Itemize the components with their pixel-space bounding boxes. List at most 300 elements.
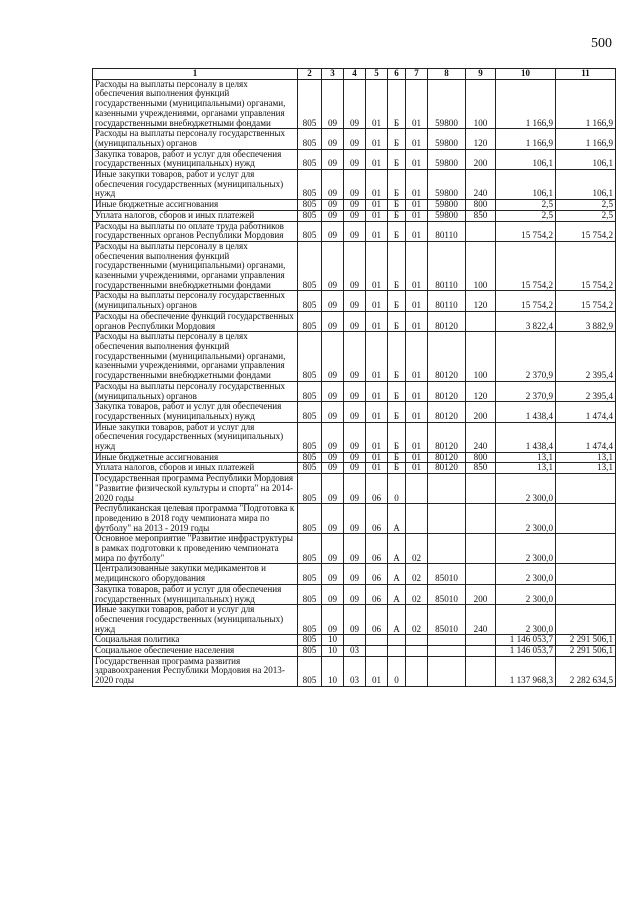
table-row <box>93 656 616 686</box>
value-cell: 09 <box>344 504 366 534</box>
value-cell: 850 <box>466 463 496 474</box>
expense-name-cell: Иные бюджетные ассигнования <box>93 200 298 211</box>
value-cell: 09 <box>322 381 344 401</box>
table-row <box>93 129 616 149</box>
table-row <box>93 170 616 200</box>
value-cell <box>366 646 388 657</box>
value-cell: 106,1 <box>556 170 616 200</box>
column-header: 4 <box>344 69 366 80</box>
value-cell: 805 <box>298 200 322 211</box>
column-header: 11 <box>556 69 616 80</box>
value-cell: 09 <box>322 605 344 635</box>
table-row <box>93 210 616 221</box>
value-cell: 01 <box>406 422 428 452</box>
value-cell: 01 <box>406 332 428 382</box>
value-cell: 09 <box>322 149 344 169</box>
value-cell: 2 300,0 <box>496 474 556 504</box>
table-row <box>93 221 616 241</box>
page-number: 500 <box>591 36 612 51</box>
table-row <box>93 504 616 534</box>
value-cell: 01 <box>406 291 428 311</box>
value-cell <box>428 646 466 657</box>
value-cell: 2 291 506,1 <box>556 635 616 646</box>
value-cell <box>466 656 496 686</box>
value-cell: 805 <box>298 474 322 504</box>
value-cell: 06 <box>366 534 388 564</box>
value-cell: 850 <box>466 210 496 221</box>
table-row <box>93 311 616 331</box>
value-cell: 01 <box>366 170 388 200</box>
value-cell: А <box>388 504 406 534</box>
value-cell: 03 <box>344 656 366 686</box>
value-cell: 10 <box>322 646 344 657</box>
value-cell: 805 <box>298 210 322 221</box>
value-cell: 09 <box>344 311 366 331</box>
expense-name-cell: Расходы на выплаты персоналу государственных (муниципальных) органов <box>93 129 298 149</box>
expense-name-cell: Республиканская целевая программа "Подготовка к проведению в 2018 году чемпионата мира по футболу" на 2013 - 2019 годы <box>93 504 298 534</box>
value-cell: 06 <box>366 605 388 635</box>
value-cell: 85010 <box>428 564 466 584</box>
value-cell: 200 <box>466 584 496 604</box>
value-cell: 09 <box>344 149 366 169</box>
expense-name-cell: Иные закупки товаров, работ и услуг для обеспечения государственных (муниципальных) нужд <box>93 605 298 635</box>
table-row <box>93 291 616 311</box>
value-cell: 03 <box>344 646 366 657</box>
table-row <box>93 534 616 564</box>
value-cell: 09 <box>344 605 366 635</box>
value-cell: 01 <box>366 332 388 382</box>
value-cell: 09 <box>344 584 366 604</box>
value-cell <box>556 564 616 584</box>
value-cell: 0 <box>388 656 406 686</box>
expense-name-cell: Расходы на выплаты персоналу государственных (муниципальных) органов <box>93 381 298 401</box>
column-header: 10 <box>496 69 556 80</box>
value-cell: 09 <box>344 200 366 211</box>
value-cell: 80120 <box>428 381 466 401</box>
value-cell: Б <box>388 422 406 452</box>
value-cell: 01 <box>406 170 428 200</box>
value-cell: 10 <box>322 656 344 686</box>
value-cell: 09 <box>344 534 366 564</box>
value-cell: 15 754,2 <box>556 241 616 291</box>
value-cell: Б <box>388 149 406 169</box>
value-cell: 01 <box>406 79 428 129</box>
value-cell: 06 <box>366 474 388 504</box>
value-cell: 0 <box>388 474 406 504</box>
value-cell: 13,1 <box>496 463 556 474</box>
value-cell: 13,1 <box>556 452 616 463</box>
value-cell: 01 <box>366 149 388 169</box>
expense-name-cell: Иные закупки товаров, работ и услуг для обеспечения государственных (муниципальных) нужд <box>93 422 298 452</box>
value-cell: 09 <box>344 463 366 474</box>
value-cell: 15 754,2 <box>496 221 556 241</box>
budget-table <box>92 68 616 687</box>
value-cell: 2 300,0 <box>496 504 556 534</box>
value-cell: 1 166,9 <box>556 79 616 129</box>
value-cell: 09 <box>322 79 344 129</box>
value-cell: Б <box>388 170 406 200</box>
value-cell: 09 <box>322 564 344 584</box>
expense-name-cell: Государственная программа Республики Мордовия "Развитие физической культуры и спорта" на 2014-2020 годы <box>93 474 298 504</box>
value-cell: 59800 <box>428 129 466 149</box>
value-cell: 09 <box>344 452 366 463</box>
table-row <box>93 474 616 504</box>
value-cell <box>388 635 406 646</box>
value-cell: 01 <box>366 79 388 129</box>
value-cell: 59800 <box>428 79 466 129</box>
value-cell: 1 166,9 <box>496 129 556 149</box>
value-cell: 805 <box>298 402 322 422</box>
value-cell: 240 <box>466 422 496 452</box>
value-cell <box>344 635 366 646</box>
value-cell: 09 <box>344 291 366 311</box>
value-cell: 09 <box>322 422 344 452</box>
value-cell: 09 <box>344 221 366 241</box>
table-row <box>93 422 616 452</box>
value-cell: Б <box>388 381 406 401</box>
value-cell: 01 <box>366 210 388 221</box>
value-cell: 80110 <box>428 241 466 291</box>
expense-name-cell: Расходы на выплаты персоналу государственных (муниципальных) органов <box>93 291 298 311</box>
value-cell <box>406 656 428 686</box>
value-cell: 09 <box>344 474 366 504</box>
value-cell: 01 <box>406 452 428 463</box>
value-cell: 805 <box>298 422 322 452</box>
value-cell <box>466 311 496 331</box>
value-cell: 01 <box>366 241 388 291</box>
value-cell: 106,1 <box>496 149 556 169</box>
value-cell: 2,5 <box>496 200 556 211</box>
value-cell: 09 <box>322 170 344 200</box>
value-cell: 01 <box>366 221 388 241</box>
expense-name-cell: Расходы на выплаты персоналу в целях обеспечения выполнения функций государственными (муниципальными) органами, казенными учреждениями, органами управления государственными внебюджетными фондами <box>93 79 298 129</box>
value-cell: 09 <box>322 402 344 422</box>
value-cell: Б <box>388 129 406 149</box>
value-cell <box>406 504 428 534</box>
table-row <box>93 564 616 584</box>
value-cell: 805 <box>298 463 322 474</box>
value-cell <box>428 504 466 534</box>
expense-name-cell: Расходы на выплаты персоналу в целях обеспечения выполнения функций государственными (муниципальными) органами, казенными учреждениями, органами управления государственными внебюджетными фондами <box>93 332 298 382</box>
value-cell: 09 <box>344 79 366 129</box>
value-cell <box>466 564 496 584</box>
value-cell: 01 <box>406 129 428 149</box>
table-row <box>93 646 616 657</box>
expense-name-cell: Закупка товаров, работ и услуг для обеспечения государственных (муниципальных) нужд <box>93 584 298 604</box>
value-cell <box>466 474 496 504</box>
value-cell: 2 300,0 <box>496 534 556 564</box>
value-cell: 2 300,0 <box>496 605 556 635</box>
value-cell: 805 <box>298 646 322 657</box>
value-cell: 240 <box>466 605 496 635</box>
expense-name-cell: Расходы на обеспечение функций государственных органов Республики Мордовия <box>93 311 298 331</box>
value-cell: 805 <box>298 79 322 129</box>
value-cell: 3 882,9 <box>556 311 616 331</box>
value-cell: 01 <box>406 311 428 331</box>
value-cell: Б <box>388 291 406 311</box>
value-cell: 80120 <box>428 311 466 331</box>
expense-name-cell: Расходы на выплаты персоналу в целях обеспечения выполнения функций государственными (муниципальными) органами, казенными учреждениями, органами управления государственными внебюджетными фондами <box>93 241 298 291</box>
value-cell: Б <box>388 332 406 382</box>
value-cell: 09 <box>344 402 366 422</box>
table-row <box>93 381 616 401</box>
value-cell: 09 <box>344 170 366 200</box>
value-cell: Б <box>388 210 406 221</box>
value-cell: 01 <box>366 200 388 211</box>
value-cell: 01 <box>406 241 428 291</box>
value-cell <box>428 534 466 564</box>
value-cell: 09 <box>322 311 344 331</box>
value-cell: 01 <box>366 291 388 311</box>
value-cell: 09 <box>344 129 366 149</box>
value-cell: 09 <box>322 241 344 291</box>
value-cell: 01 <box>406 221 428 241</box>
expense-name-cell: Закупка товаров, работ и услуг для обеспечения государственных (муниципальных) нужд <box>93 149 298 169</box>
expense-name-cell: Государственная программа развития здравоохранения Республики Мордовия на 2013-2020 годы <box>93 656 298 686</box>
value-cell: 800 <box>466 452 496 463</box>
value-cell: 06 <box>366 564 388 584</box>
value-cell: 01 <box>366 656 388 686</box>
value-cell: Б <box>388 221 406 241</box>
value-cell: Б <box>388 241 406 291</box>
value-cell <box>556 474 616 504</box>
value-cell: 805 <box>298 291 322 311</box>
value-cell: 2 370,9 <box>496 381 556 401</box>
expense-name-cell: Социальное обеспечение населения <box>93 646 298 657</box>
value-cell: 106,1 <box>496 170 556 200</box>
value-cell: 02 <box>406 584 428 604</box>
value-cell: 15 754,2 <box>496 291 556 311</box>
table-row <box>93 402 616 422</box>
value-cell: 106,1 <box>556 149 616 169</box>
value-cell: 09 <box>322 584 344 604</box>
value-cell: 59800 <box>428 170 466 200</box>
value-cell: 805 <box>298 129 322 149</box>
column-header: 8 <box>428 69 466 80</box>
value-cell: 120 <box>466 381 496 401</box>
value-cell: 09 <box>344 381 366 401</box>
value-cell: 80120 <box>428 463 466 474</box>
value-cell: 120 <box>466 129 496 149</box>
value-cell: 09 <box>322 291 344 311</box>
value-cell: 80110 <box>428 221 466 241</box>
value-cell: 09 <box>322 463 344 474</box>
value-cell: Б <box>388 452 406 463</box>
value-cell: 01 <box>406 381 428 401</box>
value-cell: 2 282 634,5 <box>556 656 616 686</box>
value-cell: 02 <box>406 605 428 635</box>
value-cell: 2,5 <box>496 210 556 221</box>
value-cell: 02 <box>406 564 428 584</box>
value-cell: 09 <box>322 332 344 382</box>
value-cell <box>406 646 428 657</box>
expense-name-cell: Уплата налогов, сборов и иных платежей <box>93 210 298 221</box>
table-row <box>93 463 616 474</box>
value-cell: 09 <box>344 422 366 452</box>
value-cell <box>406 635 428 646</box>
value-cell: 85010 <box>428 584 466 604</box>
value-cell: 805 <box>298 221 322 241</box>
value-cell: Б <box>388 463 406 474</box>
expense-name-cell: Закупка товаров, работ и услуг для обеспечения государственных (муниципальных) нужд <box>93 402 298 422</box>
value-cell: 805 <box>298 534 322 564</box>
value-cell <box>556 605 616 635</box>
value-cell: 2 395,4 <box>556 381 616 401</box>
value-cell: 1 474,4 <box>556 402 616 422</box>
value-cell: 100 <box>466 332 496 382</box>
value-cell: А <box>388 584 406 604</box>
table-row <box>93 241 616 291</box>
value-cell: 09 <box>344 241 366 291</box>
value-cell: 805 <box>298 584 322 604</box>
value-cell: 09 <box>322 200 344 211</box>
value-cell: 09 <box>322 221 344 241</box>
value-cell: 805 <box>298 452 322 463</box>
expense-name-cell: Иные бюджетные ассигнования <box>93 452 298 463</box>
table-row <box>93 635 616 646</box>
value-cell: 100 <box>466 79 496 129</box>
value-cell: 805 <box>298 605 322 635</box>
value-cell <box>466 646 496 657</box>
value-cell: 01 <box>406 200 428 211</box>
value-cell: 09 <box>322 129 344 149</box>
value-cell: Б <box>388 402 406 422</box>
value-cell: 80120 <box>428 422 466 452</box>
column-header: 1 <box>93 69 298 80</box>
value-cell: 01 <box>366 381 388 401</box>
table-row <box>93 149 616 169</box>
value-cell: 59800 <box>428 149 466 169</box>
expense-name-cell: Расходы на выплаты по оплате труда работников государственных органов Республики Мордовия <box>93 221 298 241</box>
value-cell: 59800 <box>428 210 466 221</box>
value-cell: 805 <box>298 241 322 291</box>
value-cell: 805 <box>298 635 322 646</box>
value-cell: 805 <box>298 149 322 169</box>
table-row <box>93 200 616 211</box>
value-cell: 15 754,2 <box>496 241 556 291</box>
value-cell: 1 146 053,7 <box>496 646 556 657</box>
value-cell: А <box>388 564 406 584</box>
column-header: 7 <box>406 69 428 80</box>
value-cell: 09 <box>322 534 344 564</box>
value-cell: 1 474,4 <box>556 422 616 452</box>
value-cell: 13,1 <box>496 452 556 463</box>
value-cell <box>428 635 466 646</box>
value-cell <box>428 474 466 504</box>
expense-name-cell: Иные закупки товаров, работ и услуг для обеспечения государственных (муниципальных) нужд <box>93 170 298 200</box>
value-cell: 1 137 968,3 <box>496 656 556 686</box>
value-cell: 01 <box>366 402 388 422</box>
value-cell: 09 <box>344 564 366 584</box>
value-cell: А <box>388 534 406 564</box>
value-cell: 805 <box>298 332 322 382</box>
column-header: 9 <box>466 69 496 80</box>
expense-name-cell: Социальная политика <box>93 635 298 646</box>
value-cell: 200 <box>466 402 496 422</box>
value-cell: 01 <box>406 463 428 474</box>
value-cell: 2,5 <box>556 200 616 211</box>
value-cell: 200 <box>466 149 496 169</box>
column-header: 2 <box>298 69 322 80</box>
value-cell: 800 <box>466 200 496 211</box>
expense-name-cell: Централизованные закупки медикаментов и медицинского оборудования <box>93 564 298 584</box>
value-cell: 2 395,4 <box>556 332 616 382</box>
value-cell: 1 166,9 <box>496 79 556 129</box>
value-cell <box>556 584 616 604</box>
value-cell: Б <box>388 311 406 331</box>
value-cell: 3 822,4 <box>496 311 556 331</box>
value-cell: 2,5 <box>556 210 616 221</box>
column-header: 5 <box>366 69 388 80</box>
value-cell: 01 <box>366 452 388 463</box>
value-cell: 805 <box>298 311 322 331</box>
value-cell: 01 <box>406 210 428 221</box>
value-cell: 805 <box>298 656 322 686</box>
value-cell: 80110 <box>428 291 466 311</box>
value-cell <box>466 534 496 564</box>
value-cell: 240 <box>466 170 496 200</box>
value-cell: 1 166,9 <box>556 129 616 149</box>
value-cell: 13,1 <box>556 463 616 474</box>
value-cell: 09 <box>322 504 344 534</box>
value-cell: 85010 <box>428 605 466 635</box>
value-cell: 2 291 506,1 <box>556 646 616 657</box>
value-cell: 100 <box>466 241 496 291</box>
value-cell <box>388 646 406 657</box>
value-cell <box>466 504 496 534</box>
table-row <box>93 452 616 463</box>
value-cell: 02 <box>406 534 428 564</box>
value-cell: 2 300,0 <box>496 564 556 584</box>
value-cell: 15 754,2 <box>556 221 616 241</box>
expense-name-cell: Основное мероприятие "Развитие инфраструктуры в рамках подготовки к проведению чемпионата мира по футболу" <box>93 534 298 564</box>
table-row <box>93 79 616 129</box>
value-cell: 1 438,4 <box>496 422 556 452</box>
value-cell: 01 <box>406 402 428 422</box>
value-cell: 120 <box>466 291 496 311</box>
value-cell: 2 300,0 <box>496 584 556 604</box>
value-cell: 805 <box>298 564 322 584</box>
value-cell: 1 438,4 <box>496 402 556 422</box>
value-cell: 805 <box>298 504 322 534</box>
value-cell <box>466 635 496 646</box>
value-cell: 01 <box>406 149 428 169</box>
value-cell: 805 <box>298 381 322 401</box>
value-cell: 06 <box>366 504 388 534</box>
table-row <box>93 605 616 635</box>
value-cell: 2 370,9 <box>496 332 556 382</box>
table-header-row <box>93 69 616 80</box>
column-header: 6 <box>388 69 406 80</box>
value-cell: 06 <box>366 584 388 604</box>
value-cell <box>556 534 616 564</box>
value-cell: 01 <box>366 422 388 452</box>
value-cell: 09 <box>322 210 344 221</box>
value-cell: Б <box>388 79 406 129</box>
value-cell: 01 <box>366 463 388 474</box>
value-cell: 80120 <box>428 452 466 463</box>
value-cell: А <box>388 605 406 635</box>
value-cell: 01 <box>366 311 388 331</box>
column-header: 3 <box>322 69 344 80</box>
table-row <box>93 584 616 604</box>
value-cell <box>466 221 496 241</box>
value-cell <box>366 635 388 646</box>
value-cell: 01 <box>366 129 388 149</box>
value-cell: 805 <box>298 170 322 200</box>
value-cell: 1 146 053,7 <box>496 635 556 646</box>
value-cell: 09 <box>322 474 344 504</box>
